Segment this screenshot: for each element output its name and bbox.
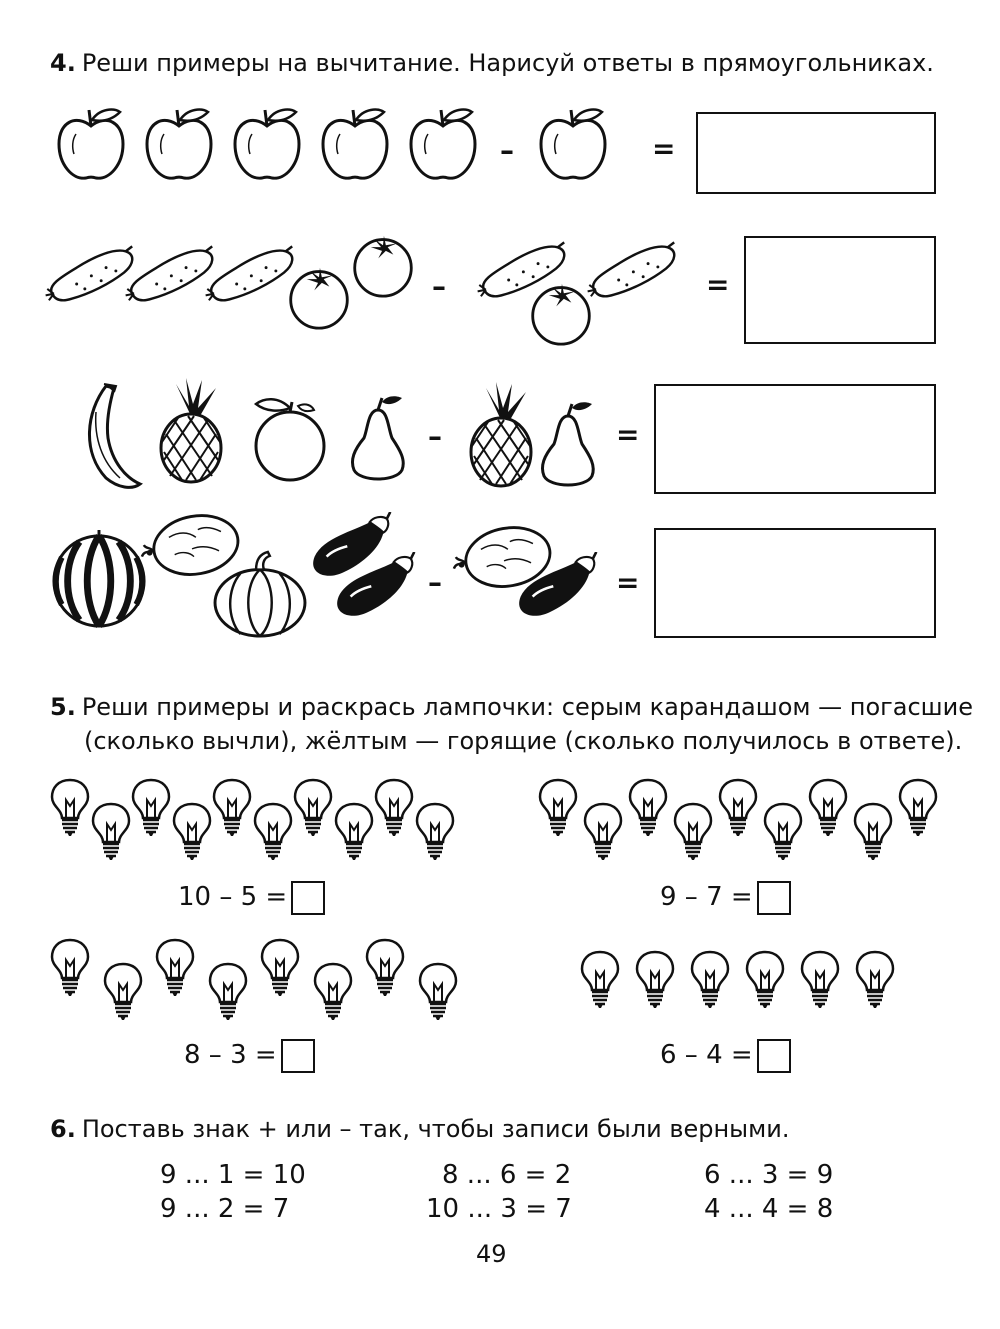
minus-sign: – xyxy=(428,420,442,453)
task6-example: 9 ... 2 = 7 xyxy=(160,1194,290,1224)
watermelon-icon xyxy=(50,530,148,628)
equals-sign: = xyxy=(706,268,730,301)
tomato-icon xyxy=(286,264,352,330)
task6-heading xyxy=(50,1112,789,1146)
equals-sign: = xyxy=(616,418,640,451)
lightbulb-icon[interactable] xyxy=(415,802,455,862)
lightbulb-icon[interactable] xyxy=(628,778,668,838)
lightbulb-icon[interactable] xyxy=(155,938,195,998)
lightbulb-icon[interactable] xyxy=(208,962,248,1022)
lightbulb-icon[interactable] xyxy=(260,938,300,998)
lightbulb-icon[interactable] xyxy=(855,950,895,1010)
lightbulb-icon[interactable] xyxy=(635,950,675,1010)
lightbulb-icon[interactable] xyxy=(365,938,405,998)
task5-text-line1: Реши примеры и раскрась лампочки: серым карандашом — погасшие xyxy=(81,693,973,721)
task6-example: 4 ... 4 = 8 xyxy=(704,1194,834,1224)
apple-icon xyxy=(538,104,608,184)
lightbulb-icon[interactable] xyxy=(212,778,252,838)
task5-number: 5. xyxy=(50,693,76,721)
page-number: 49 xyxy=(476,1240,507,1268)
answer-square[interactable] xyxy=(291,881,325,915)
task6-example: 8 ... 6 = 2 xyxy=(442,1160,572,1190)
answer-square[interactable] xyxy=(757,881,791,915)
lightbulb-icon[interactable] xyxy=(690,950,730,1010)
lightbulb-icon[interactable] xyxy=(673,802,713,862)
task6-example: 9 ... 1 = 10 xyxy=(160,1160,306,1190)
pear-icon xyxy=(348,394,408,484)
task6-number: 6. xyxy=(50,1115,76,1143)
answer-box-1[interactable] xyxy=(696,112,936,194)
task5-heading xyxy=(50,690,973,758)
lightbulb-icon[interactable] xyxy=(745,950,785,1010)
example-10-minus-5: 10 – 5 = xyxy=(178,880,325,915)
task6-example: 6 ... 3 = 9 xyxy=(704,1160,834,1190)
pumpkin-icon xyxy=(210,550,310,638)
lightbulb-icon[interactable] xyxy=(718,778,758,838)
minus-sign: – xyxy=(500,134,514,167)
task6-text: Поставь знак + или – так, чтобы записи были верными. xyxy=(81,1115,790,1143)
task4-heading xyxy=(50,46,934,80)
pineapple-icon xyxy=(156,376,226,486)
lightbulb-icon[interactable] xyxy=(103,962,143,1022)
task4-number: 4. xyxy=(50,49,76,77)
lightbulb-icon[interactable] xyxy=(763,802,803,862)
lightbulb-icon[interactable] xyxy=(50,938,90,998)
lightbulb-icon[interactable] xyxy=(293,778,333,838)
lightbulb-icon[interactable] xyxy=(853,802,893,862)
task6-example: 10 ... 3 = 7 xyxy=(426,1194,572,1224)
answer-box-4[interactable] xyxy=(654,528,936,638)
cucumber-icon xyxy=(586,236,684,306)
answer-box-2[interactable] xyxy=(744,236,936,344)
apple-icon xyxy=(232,104,302,184)
minus-sign: – xyxy=(432,270,446,303)
equals-sign: = xyxy=(616,566,640,599)
apple-icon xyxy=(56,104,126,184)
task5-text-line2: (сколько вычли), жёлтым — горящие (сколько получилось в ответе). xyxy=(84,727,963,755)
pineapple-icon xyxy=(466,380,536,490)
example-9-minus-7: 9 – 7 = xyxy=(660,880,791,915)
lightbulb-icon[interactable] xyxy=(374,778,414,838)
answer-square[interactable] xyxy=(757,1039,791,1073)
equals-sign: = xyxy=(652,132,676,165)
eggplant-icon xyxy=(512,552,598,624)
lightbulb-icon[interactable] xyxy=(91,802,131,862)
lightbulb-icon[interactable] xyxy=(538,778,578,838)
eggplant-icon xyxy=(330,552,416,624)
lightbulb-icon[interactable] xyxy=(580,950,620,1010)
lightbulb-icon[interactable] xyxy=(583,802,623,862)
lightbulb-icon[interactable] xyxy=(253,802,293,862)
pear-icon xyxy=(538,400,598,490)
minus-sign: – xyxy=(428,566,442,599)
answer-square[interactable] xyxy=(281,1039,315,1073)
apple-icon xyxy=(144,104,214,184)
apple-icon xyxy=(408,104,478,184)
apple-icon xyxy=(320,104,390,184)
lightbulb-icon[interactable] xyxy=(334,802,374,862)
lightbulb-icon[interactable] xyxy=(313,962,353,1022)
example-8-minus-3: 8 – 3 = xyxy=(184,1038,315,1073)
orange-icon xyxy=(250,394,330,484)
lightbulb-icon[interactable] xyxy=(172,802,212,862)
lightbulb-icon[interactable] xyxy=(808,778,848,838)
lightbulb-icon[interactable] xyxy=(898,778,938,838)
example-6-minus-4: 6 – 4 = xyxy=(660,1038,791,1073)
lightbulb-icon[interactable] xyxy=(131,778,171,838)
banana-icon xyxy=(76,382,146,492)
lightbulb-icon[interactable] xyxy=(50,778,90,838)
lightbulb-icon[interactable] xyxy=(800,950,840,1010)
lightbulb-icon[interactable] xyxy=(418,962,458,1022)
tomato-icon xyxy=(350,232,416,298)
tomato-icon xyxy=(528,280,594,346)
task4-text: Реши примеры на вычитание. Нарисуй ответы в прямоугольниках. xyxy=(81,49,934,77)
answer-box-3[interactable] xyxy=(654,384,936,494)
